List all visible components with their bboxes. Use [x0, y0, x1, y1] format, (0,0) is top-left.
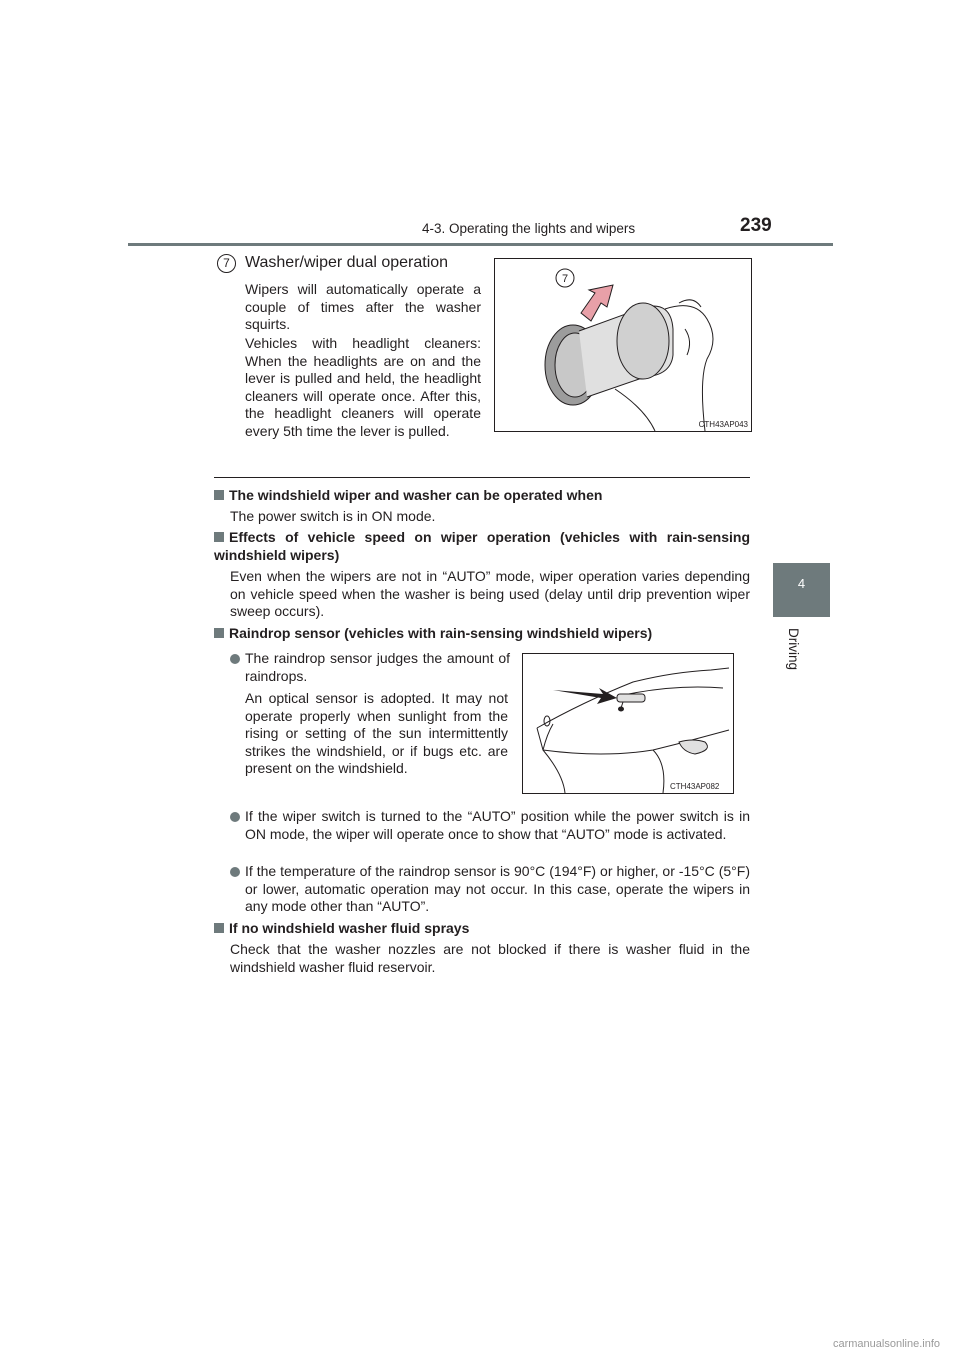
heading-no-fluid: If no windshield washer fluid sprays [214, 920, 750, 938]
bullet-raindrop-judge: The raindrop sensor judges the amount of raindrops. [230, 650, 510, 685]
round-bullet-icon [230, 654, 240, 664]
header-divider [128, 243, 833, 246]
no-fluid-text: Check that the washer nozzles are not blocked if there is washer fluid in the windshield washer fluid reservoir. [230, 941, 750, 975]
step-number: 7 [217, 254, 236, 273]
windshield-sensor-figure [522, 653, 734, 794]
watermark-text: carmanualsonline.info [832, 1338, 940, 1350]
figure-code: CTH43AP043 [698, 420, 748, 429]
step-paragraph-2: Vehicles with headlight cleaners: When the headlights are on and the lever is pulled and held, the headlight cleaners will operate once. After this, the headlight cleaners will operate every 5th time the lever is pulled. [245, 335, 481, 439]
wiper-lever-figure [494, 258, 752, 432]
bullet-auto-position: If the wiper switch is turned to the “AUTO” position while the power switch is in ON mode, the wiper will operate once to show that “AUTO” mode is activated. [230, 808, 750, 843]
square-bullet-icon [214, 923, 224, 933]
heading-vehicle-speed: Effects of vehicle speed on wiper operation (vehicles with rain-sensing windshield wipers) [214, 529, 750, 563]
windshield-illustration [523, 654, 733, 793]
round-bullet-icon [230, 812, 240, 822]
round-bullet-icon [230, 867, 240, 877]
bullet-temperature: If the temperature of the raindrop sensor is 90°C (194°F) or higher, or -15°C (5°F) or lower, automatic operation may not occur. In this case, operate the wipers in any mode other than “AUTO”. [230, 863, 750, 916]
vehicle-speed-text: Even when the wipers are not in “AUTO” mode, wiper operation varies depending on vehicle speed when the washer is being used (delay until drip prevention wiper sweep occurs). [230, 568, 750, 619]
step-title: Washer/wiper dual operation [245, 254, 449, 271]
callout-number: 7 [561, 273, 569, 285]
square-bullet-icon [214, 628, 224, 638]
chapter-label: Driving [786, 628, 801, 671]
section-divider [214, 477, 750, 478]
optical-sensor-note: An optical sensor is adopted. It may not operate properly when sunlight from the rising or setting of the sun intermittently strikes the windshield, or if bugs etc. are present on the windshield. [245, 690, 508, 776]
section-title: 4-3. Operating the lights and wipers [422, 221, 636, 236]
heading-raindrop-sensor: Raindrop sensor (vehicles with rain-sensing windshield wipers) [214, 625, 750, 643]
step-paragraph-1: Wipers will automatically operate a couple of times after the washer squirts. [245, 281, 481, 332]
page-number: 239 [740, 215, 772, 236]
operated-when-text: The power switch is in ON mode. [230, 508, 436, 524]
square-bullet-icon [214, 532, 224, 542]
figure-code: CTH43AP082 [670, 782, 720, 791]
chapter-number: 4 [797, 576, 806, 591]
square-bullet-icon [214, 490, 224, 500]
heading-operated-when: The windshield wiper and washer can be operated when [214, 487, 750, 505]
wiper-lever-illustration [495, 259, 751, 431]
